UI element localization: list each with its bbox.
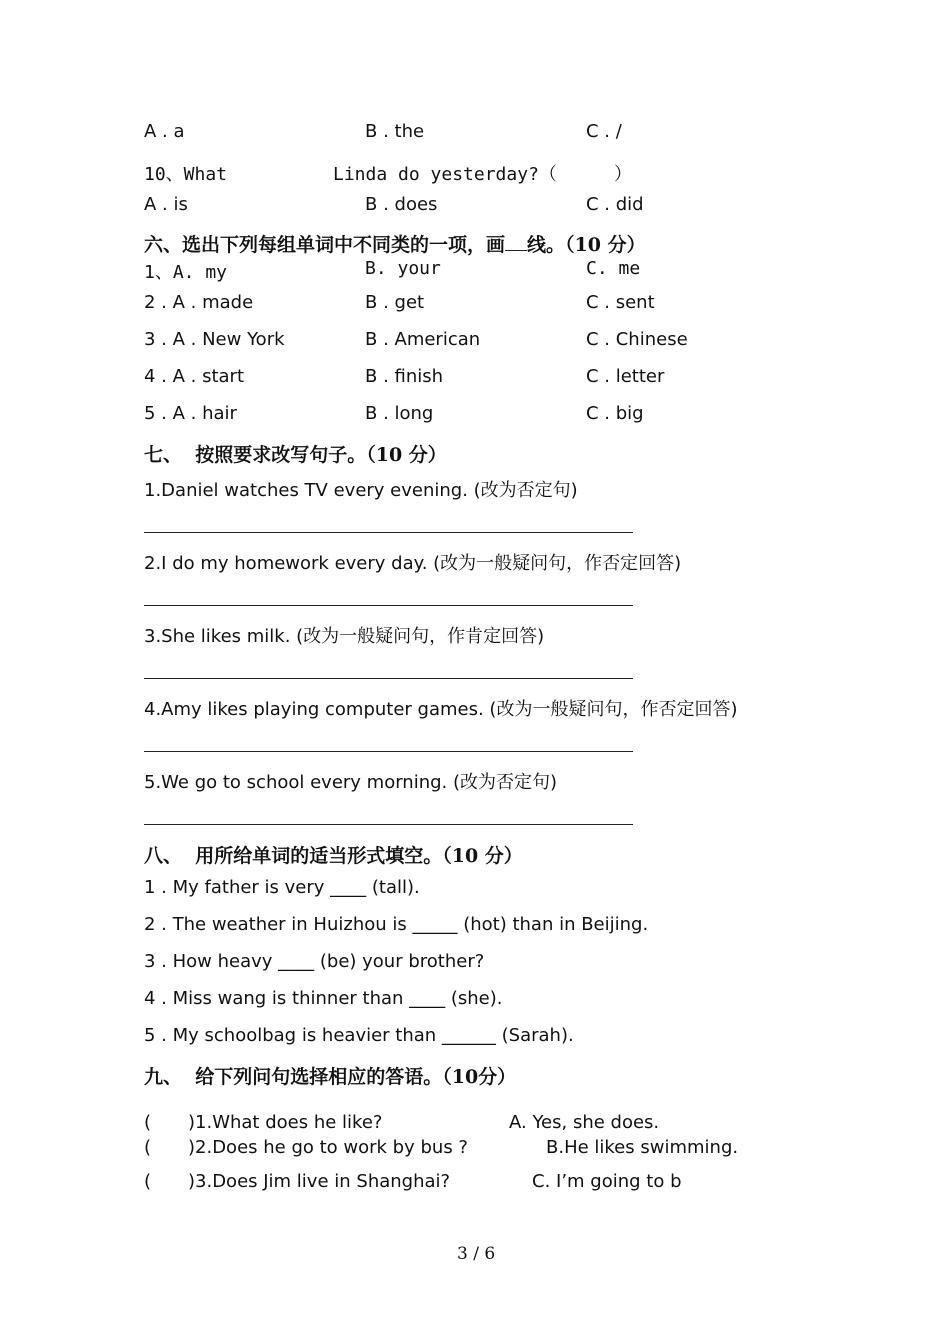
section8-title: 八、 用所给单词的适当形式填空。（10 分） [144, 845, 523, 867]
s6-row1-b: B. your [365, 258, 441, 279]
s9-row3-paren: ( [144, 1171, 152, 1192]
s6-row4-a: 4 . A . start [144, 366, 245, 387]
s6-row2-c: C . sent [586, 292, 655, 313]
q10-prefix: 10、What [144, 164, 228, 185]
s6-row4-c: C . letter [586, 366, 665, 387]
s8-item4: 4 . Miss wang is thinner than ____ (she). [144, 988, 503, 1009]
q10-close: ） [614, 164, 632, 185]
s8-item3: 3 . How heavy ____ (be) your brother? [144, 951, 485, 972]
s8-item2: 2 . The weather in Huizhou is _____ (hot) than in Beijing. [144, 914, 649, 935]
s7-item4: 4.Amy likes playing computer games. (改为一般疑问句，作否定回答) [144, 699, 738, 720]
s6-row4-b: B . finish [365, 366, 444, 387]
s9-row3-answer: C. I’m going to b [532, 1171, 682, 1192]
s9-row1-question: )1.What does he like? [188, 1112, 383, 1133]
s7-item5: 5.We go to school every morning. (改为否定句) [144, 772, 558, 793]
section9-title: 九、 给下列问句选择相应的答语。（10分） [144, 1066, 517, 1088]
s6-row5-c: C . big [586, 403, 644, 424]
answer-line-5 [144, 824, 633, 825]
option-c: C . / [586, 121, 622, 142]
option-b: B . the [365, 121, 425, 142]
q10-option-c: C . did [586, 194, 644, 215]
option-a: A . a [144, 121, 185, 142]
s8-item5: 5 . My schoolbag is heavier than ______ (Sarah). [144, 1025, 574, 1046]
s9-row1-paren: ( [144, 1112, 152, 1133]
s6-row5-a: 5 . A . hair [144, 403, 237, 424]
section6-title-after: 线。（10 分） [527, 234, 646, 256]
q10-option-b: B . does [365, 194, 438, 215]
blank-underline [505, 236, 527, 251]
answer-line-3 [144, 678, 633, 679]
s7-item3: 3.She likes milk. (改为一般疑问句，作肯定回答) [144, 626, 545, 647]
q10-option-a: A . is [144, 194, 188, 215]
s9-row2-answer: B.He likes swimming. [546, 1137, 739, 1158]
s9-row3-question: )3.Does Jim live in Shanghai? [188, 1171, 451, 1192]
s9-row2-question: )2.Does he go to work by bus ? [188, 1137, 468, 1158]
page-number: 3 / 6 [457, 1244, 496, 1264]
s9-row2-paren: ( [144, 1137, 152, 1158]
answer-line-2 [144, 605, 633, 606]
section7-title: 七、 按照要求改写句子。（10 分） [144, 444, 447, 466]
section6-title [144, 230, 646, 257]
answer-line-4 [144, 751, 633, 752]
s6-row1-c: C. me [586, 258, 641, 279]
s6-row2-a: 2 . A . made [144, 292, 254, 313]
answer-line-1 [144, 532, 633, 533]
s9-row1-answer: A. Yes, she does. [509, 1112, 660, 1133]
s7-item1: 1.Daniel watches TV every evening. (改为否定句) [144, 480, 578, 501]
s6-row3-b: B . American [365, 329, 481, 350]
s7-item2: 2.I do my homework every day. (改为一般疑问句，作否定回答) [144, 553, 682, 574]
s8-item1: 1 . My father is very ____ (tall). [144, 877, 420, 898]
section6-title-before: 六、选出下列每组单词中不同类的一项，画 [144, 234, 506, 256]
s6-row2-b: B . get [365, 292, 425, 313]
s6-row5-b: B . long [365, 403, 434, 424]
s6-row3-a: 3 . A . New York [144, 329, 285, 350]
s6-row1-a: 1、A. my [144, 262, 228, 283]
s6-row3-c: C . Chinese [586, 329, 688, 350]
q10-rest: Linda do yesterday?（ [333, 164, 557, 185]
